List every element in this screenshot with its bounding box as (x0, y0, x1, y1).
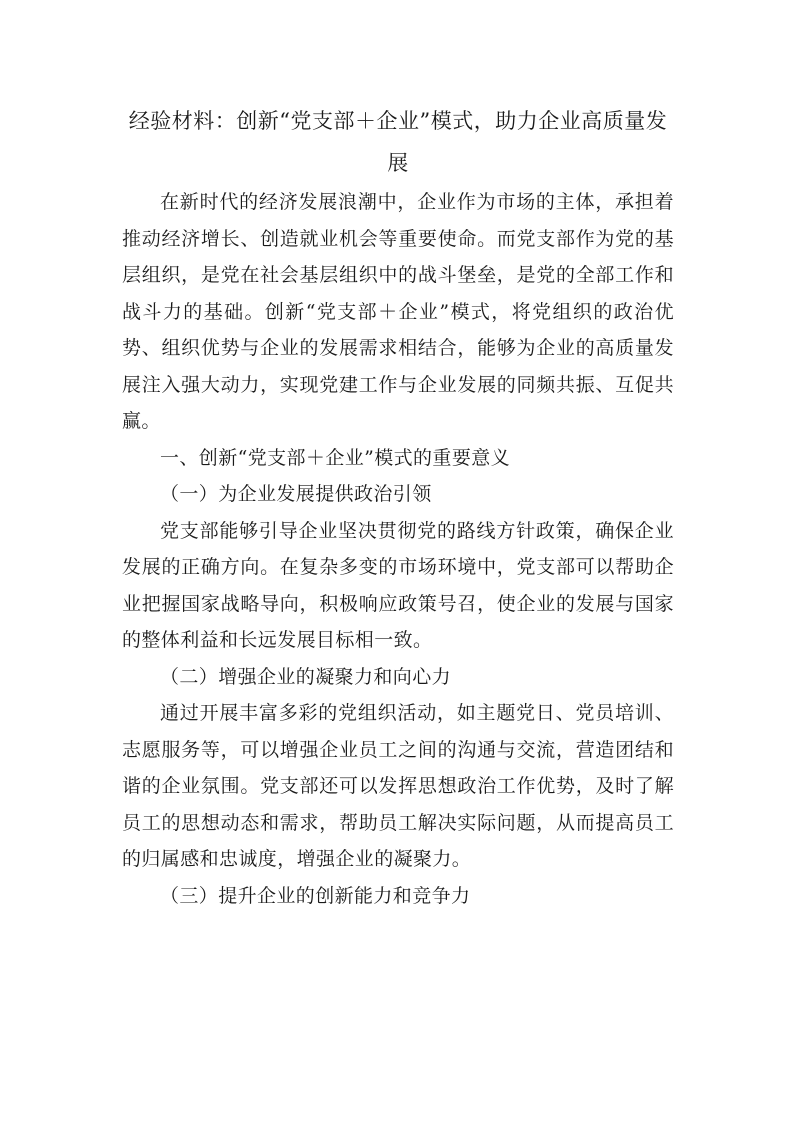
section-heading-1: 一、创新“党支部＋企业”模式的重要意义 (160, 446, 511, 469)
subsection-heading-3: （三）提升企业的创新能力和竞争力 (160, 884, 471, 907)
subsection-heading-2: （二）增强企业的凝聚力和向心力 (160, 665, 452, 688)
document-title: 经验材料：创新“党支部＋企业”模式，助力企业高质量发展 (128, 109, 668, 175)
body-paragraph-1: 党支部能够引导企业坚决贯彻党的路线方针政策，确保企业发展的正确方向。在复杂多变的市场环境中，党支部可以帮助企业把握国家战略导向，积极响应政策号召，使企业的发展与国家的整体利益和长远发展目标相一致。 (122, 519, 674, 651)
body-paragraph-2: 通过开展丰富多彩的党组织活动，如主题党日、党员培训、志愿服务等，可以增强企业员工之间的沟通与交流，营造团结和谐的企业氛围。党支部还可以发挥思想政治工作优势，及时了解员工的思想动态和需求，帮助员工解决实际问题，从而提高员工的归属感和忠诚度，增强企业的凝聚力。 (122, 702, 674, 870)
intro-paragraph: 在新时代的经济发展浪潮中，企业作为市场的主体，承担着推动经济增长、创造就业机会等重要使命。而党支部作为党的基层组织，是党在社会基层组织中的战斗堡垒，是党的全部工作和战斗力的基础。创新“党支部＋企业”模式，将党组织的政治优势、组织优势与企业的发展需求相结合，能够为企业的高质量发展注入强大动力，实现党建工作与企业发展的同频共振、互促共赢。 (122, 191, 674, 432)
subsection-heading-1: （一）为企业发展提供政治引领 (160, 483, 432, 505)
document-body (122, 100, 674, 914)
